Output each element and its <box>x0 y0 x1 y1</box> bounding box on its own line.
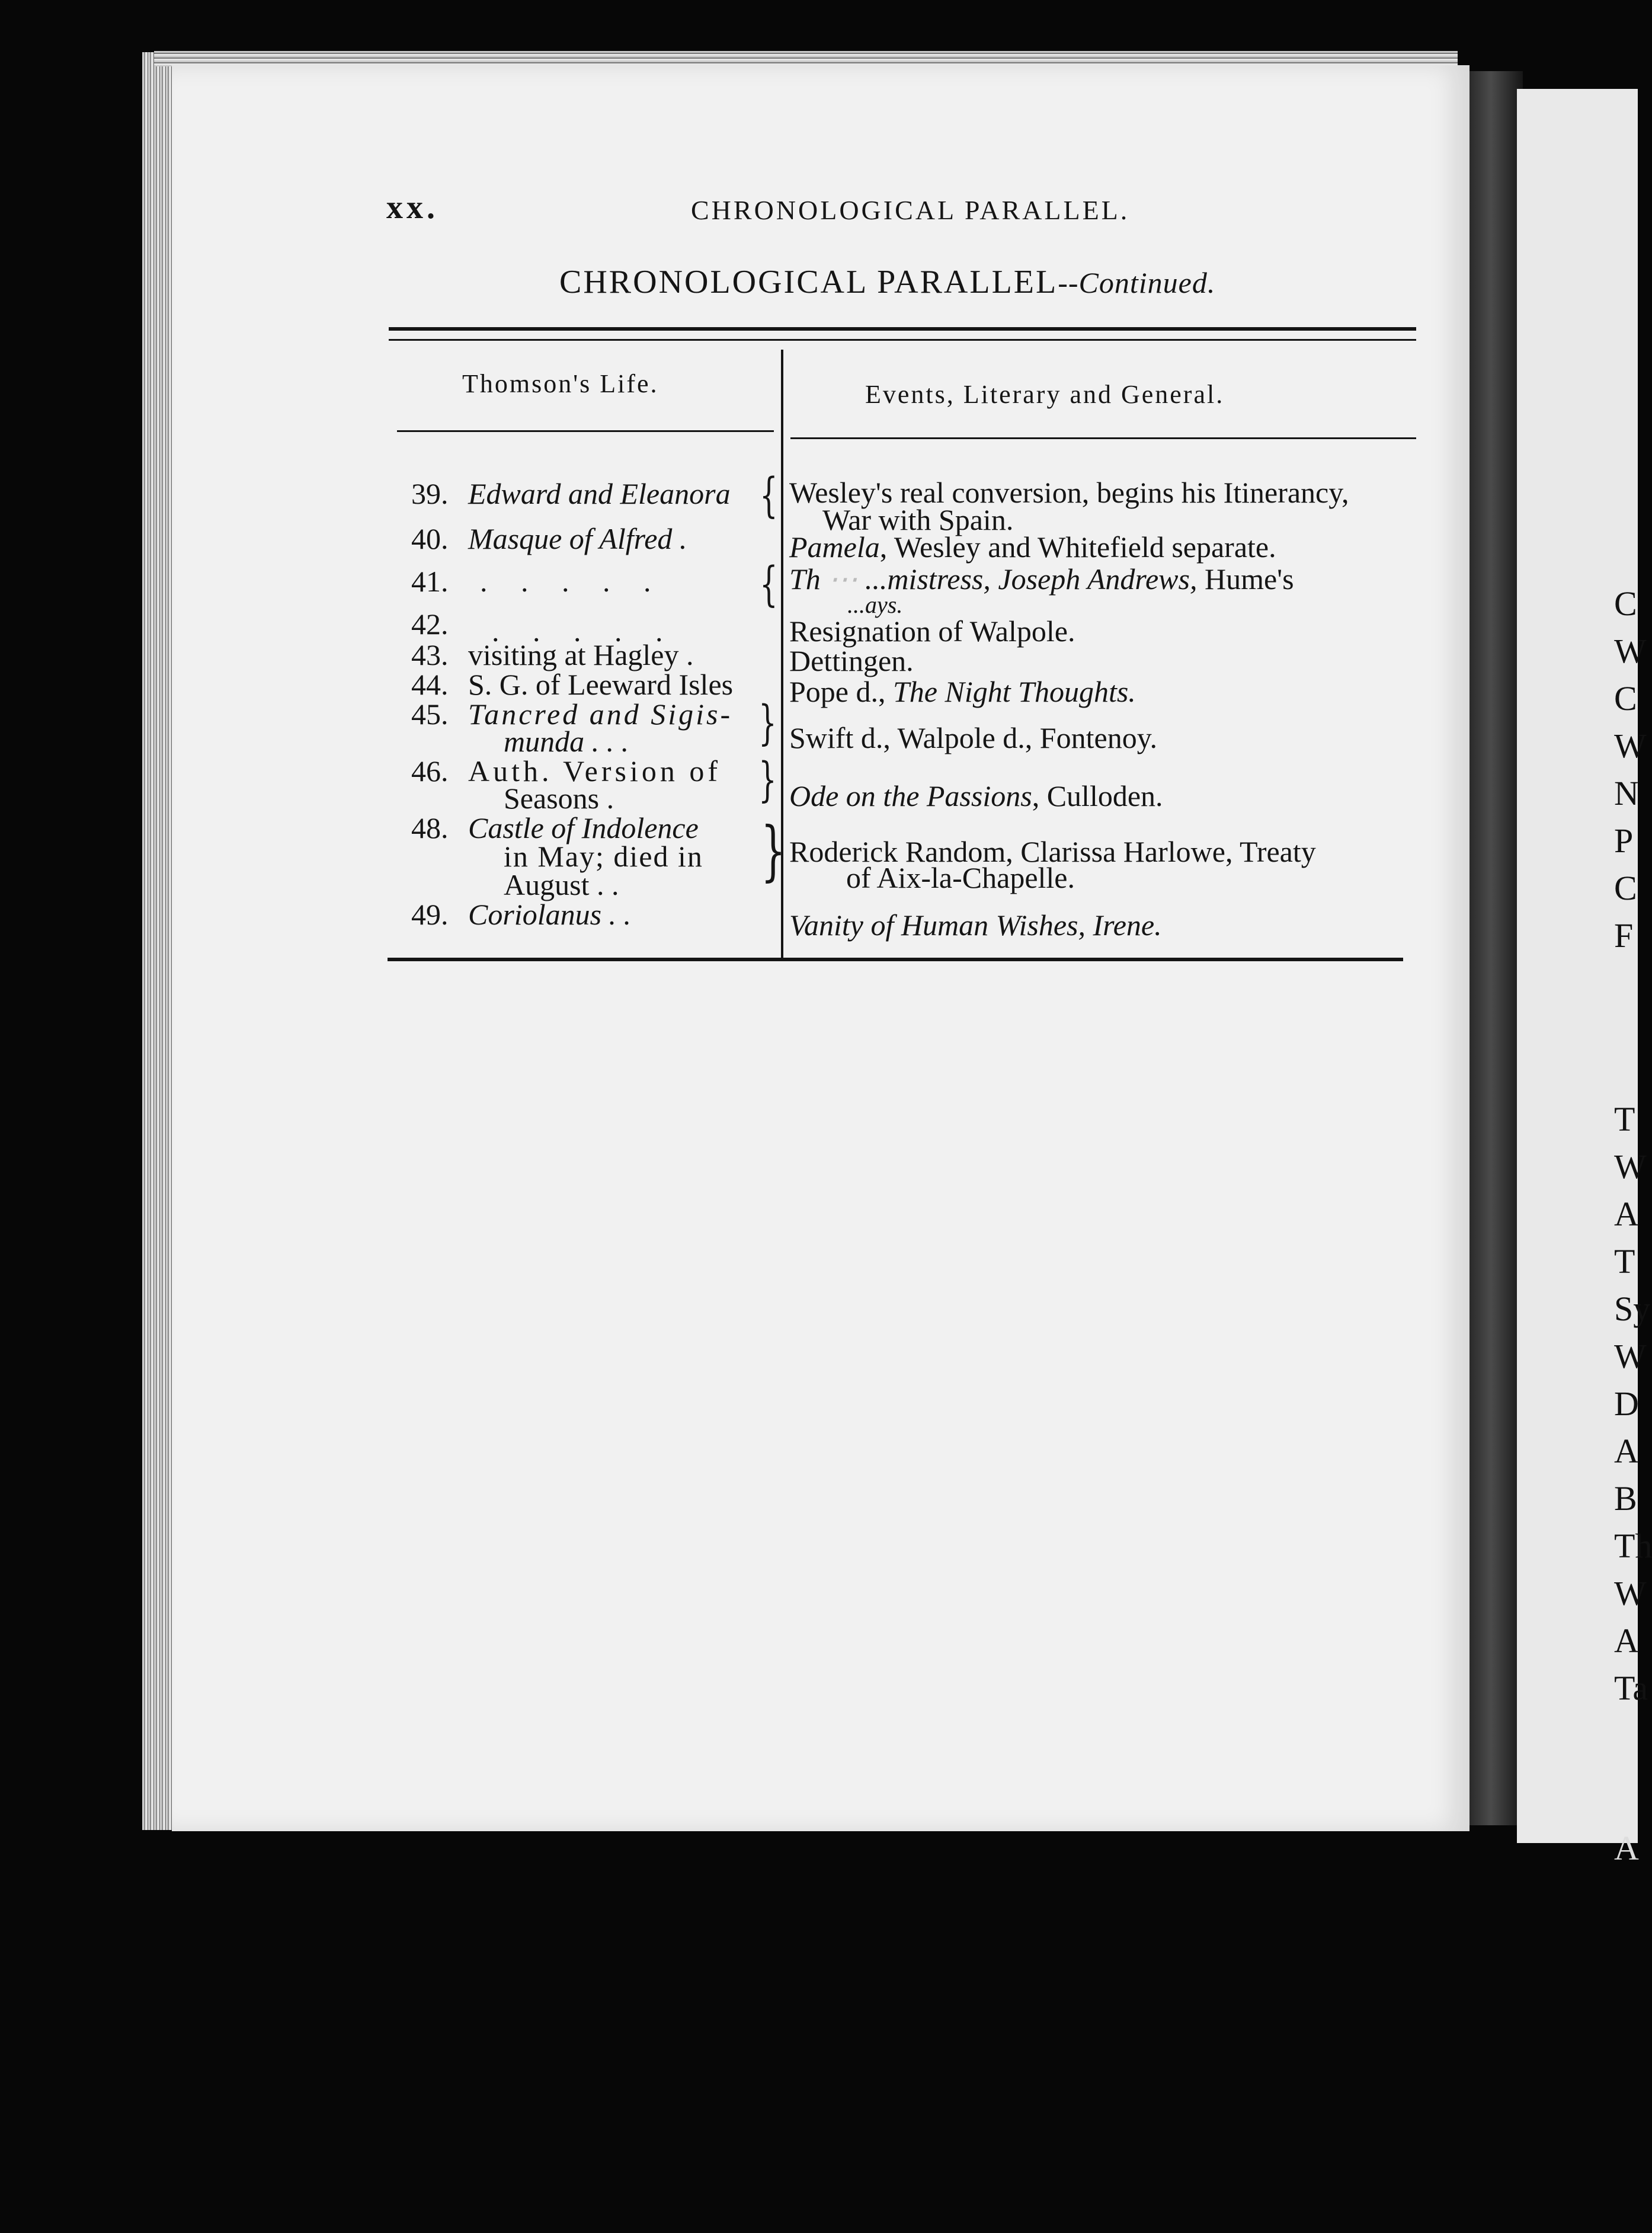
life-entry: Castle of Indolence <box>468 811 699 844</box>
facing-page-letter: W <box>1614 1337 1647 1375</box>
life-entry: August . . <box>504 868 619 901</box>
row-number: 42. <box>411 607 449 641</box>
table-bottom-rule <box>388 958 1403 961</box>
facing-page-letter: W <box>1614 632 1647 670</box>
facing-page-letter: B <box>1614 1479 1637 1518</box>
page-title <box>559 263 1215 301</box>
table-top-rule-thin <box>389 339 1416 341</box>
brace-glyph: { <box>760 468 778 523</box>
table-top-rule-thick <box>389 327 1416 331</box>
row-number: 40. <box>411 522 449 555</box>
event-line: Th ⋯ ...mistress, Joseph Andrews, Hume's <box>789 562 1294 596</box>
brace-glyph: } <box>758 752 777 807</box>
event-line <box>789 677 1136 706</box>
facing-page-letter: A <box>1614 1621 1639 1660</box>
page-number: xx. <box>386 189 438 226</box>
event-roman: , Culloden. <box>1032 779 1163 812</box>
facing-page-letter: C <box>1614 869 1637 907</box>
event-line: Roderick Random, Clarissa Harlowe, Treaty <box>789 835 1316 868</box>
event-line: Vanity of Human Wishes, Irene. <box>789 908 1162 942</box>
facing-page-letter: D <box>1614 1384 1639 1423</box>
life-entry: . . . . . <box>492 615 676 648</box>
facing-page-letter: C <box>1614 679 1637 718</box>
life-entry: visiting at Hagley . <box>468 638 694 671</box>
facing-page-letter: C <box>1614 584 1637 623</box>
event-italic: Pamela <box>789 530 880 564</box>
facing-page-letter: T <box>1614 1242 1635 1281</box>
facing-page-letter: F <box>1614 916 1634 955</box>
facing-page-letter: N <box>1614 774 1639 812</box>
brace-glyph: } <box>761 812 786 888</box>
running-head: CHRONOLOGICAL PARALLEL. <box>691 195 1130 225</box>
event-fragment: Hume's <box>1204 562 1294 596</box>
event-line: Resignation of Walpole. <box>789 615 1075 648</box>
row-number: 39. <box>411 477 449 510</box>
life-entry: Masque of Alfred . <box>468 522 687 555</box>
row-number: 46. <box>411 754 449 788</box>
facing-page-letter: Ta <box>1614 1669 1648 1707</box>
event-roman: Pope d., <box>789 675 893 708</box>
head-rule-left <box>397 430 774 432</box>
book-top-edge <box>154 51 1458 66</box>
row-number: 41. <box>411 565 449 598</box>
head-rule-right <box>790 437 1416 439</box>
row-number: 44. <box>411 668 449 701</box>
event-line: ...ays. <box>847 591 903 618</box>
life-entry: Tancred and Sigis- <box>468 698 733 731</box>
event-line: War with Spain. <box>822 503 1014 536</box>
event-line: Wesley's real conversion, begins his Itinerancy, <box>789 476 1349 509</box>
life-entry: Coriolanus . . <box>468 898 632 931</box>
row-number: 49. <box>411 898 449 931</box>
facing-page-letter: P <box>1614 821 1634 860</box>
facing-page-letter: T <box>1614 1100 1635 1138</box>
title-main: CHRONOLOGICAL PARALLEL <box>559 264 1058 300</box>
facing-page-letter: A <box>1614 1195 1639 1233</box>
life-entry: Edward and Eleanora <box>468 477 731 510</box>
row-number: 48. <box>411 811 449 844</box>
event-italic: Ode on the Passions <box>789 779 1032 812</box>
life-entry: munda . . . <box>504 725 629 758</box>
event-line <box>789 532 1276 562</box>
title-continued: --Continued. <box>1058 266 1216 299</box>
facing-page-letter: A <box>1614 1432 1639 1470</box>
life-entry: Seasons . <box>504 782 614 815</box>
facing-page-letter: W <box>1614 1147 1647 1186</box>
life-entry: S. G. of Leeward Isles <box>468 668 734 701</box>
facing-page-letter: Th <box>1614 1527 1652 1565</box>
event-fragment: ...mistress, Joseph Andrews, <box>865 562 1198 596</box>
row-number: 43. <box>411 638 449 671</box>
facing-page-letter: W <box>1614 1574 1647 1613</box>
life-entry: in May; died in <box>504 840 703 873</box>
event-line: of Aix-la-Chapelle. <box>846 861 1075 894</box>
event-line: Swift d., Walpole d., Fontenoy. <box>789 721 1157 754</box>
right-column-heading: Events, Literary and General. <box>865 380 1225 409</box>
event-fragment: Th <box>789 562 821 596</box>
event-roman: , Wesley and Whitefield separate. <box>879 530 1276 564</box>
left-column-heading: Thomson's Life. <box>462 369 659 398</box>
event-italic: The Night Thoughts. <box>893 675 1136 708</box>
facing-page-letter: W <box>1614 727 1647 765</box>
book-gutter <box>1469 71 1523 1825</box>
event-line <box>789 781 1163 811</box>
life-entry: . . . . . <box>480 565 664 598</box>
brace-glyph: { <box>760 556 778 612</box>
facing-page-letter: Sy <box>1614 1290 1651 1328</box>
brace-glyph: } <box>758 695 777 750</box>
event-line: Dettingen. <box>789 644 914 677</box>
facing-page-letter: A <box>1614 1829 1639 1867</box>
row-number: 45. <box>411 698 449 731</box>
life-entry: Auth. Version of <box>468 754 722 788</box>
